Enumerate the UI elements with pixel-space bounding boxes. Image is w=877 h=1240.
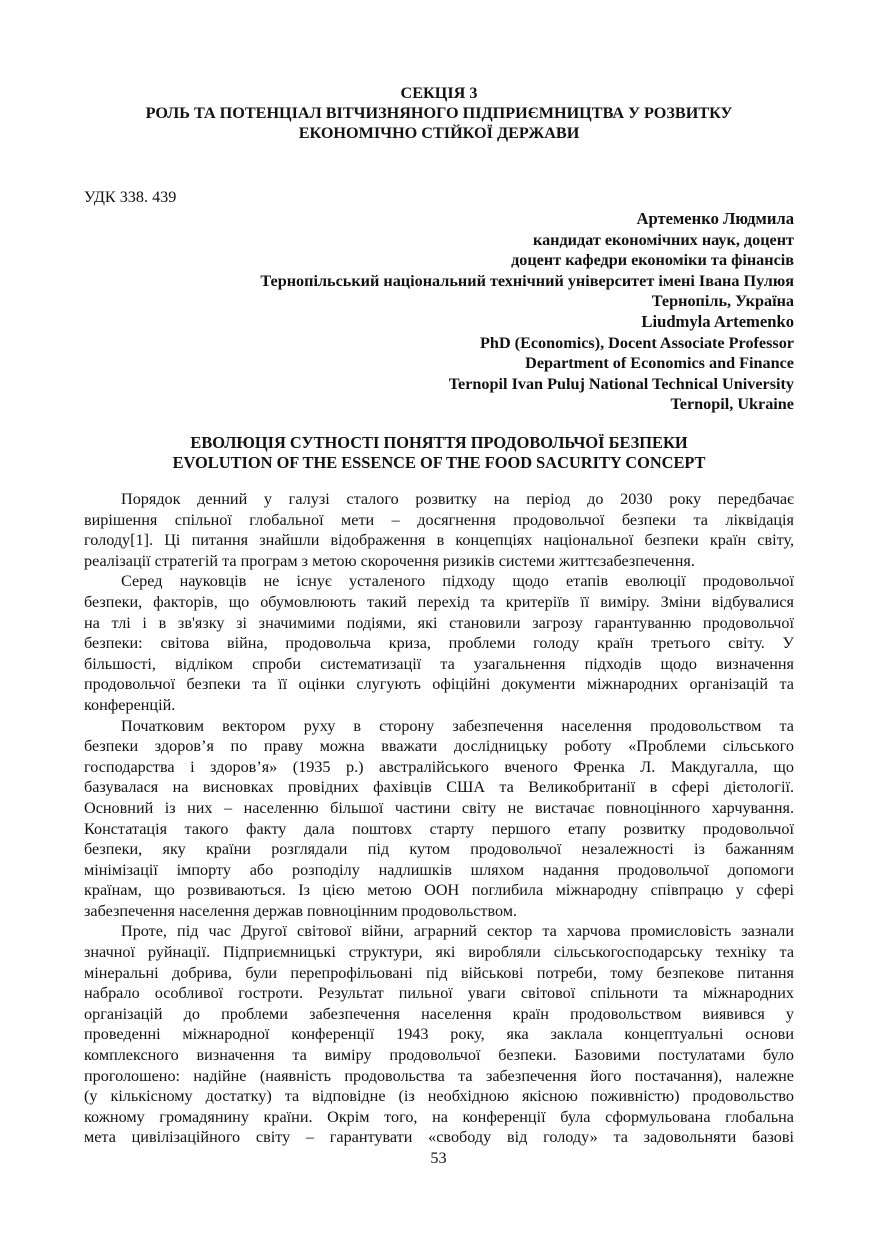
author-affiliation-line: Department of Economics and Finance: [525, 354, 794, 373]
body-line: забезпечення населення держав повноцінним продовольством.: [84, 901, 518, 920]
article-title: [84, 433, 794, 473]
body-line: на тлі і в зв'язку зі значимими подіями, які становили загрозу гарантуванню продовольчої: [84, 613, 794, 632]
body-line: господарства і здоров’я» (1935 р.) австралійського вченого Френка Л. Макдугалла, що: [84, 757, 794, 776]
body-paragraph: [84, 921, 794, 1148]
page-number: 53: [430, 1149, 447, 1167]
body-line: мінімізації імпорту або розподілу надлишків шляхом надання продовольчої допомоги: [84, 860, 794, 879]
body-line: країнам, що розвиваються. Із цією метою ООН поглибила міжнародну співпрацю у сфері: [84, 881, 794, 900]
author-name-en: Liudmyla Artemenko: [641, 311, 794, 331]
body-line: мінеральні добрива, були перепрофільовані під військові потреби, тому безпекове питання: [84, 963, 794, 982]
author-affiliation-line: Ternopil, Ukraine: [670, 395, 794, 414]
body-line: набрало особливої гостроти. Результат пильної уваги світової спільноти та міжнародних: [84, 984, 794, 1003]
body-line: проведенні міжнародної конференції 1943 року, яка заклала концептуальні основи: [84, 1025, 794, 1044]
author-affiliation-line: Ternopil Ivan Puluj National Technical University: [448, 374, 794, 393]
body-paragraph: [84, 571, 794, 715]
body-line: вирішення спільної глобальної мети – досягнення продовольчої безпеки та ліквідація: [84, 510, 794, 529]
author-name-uk: Артеменко Людмила: [636, 209, 794, 228]
body-line: продовольчої безпеки та її оцінки слугують офіційні документи міжнародних організацій та: [84, 675, 794, 694]
body-paragraph: [84, 716, 794, 922]
body-line: Початковим вектором руху в сторону забезпечення населення продовольством та: [121, 716, 794, 735]
body-line: більшості, відліком спроби систематизації та узагальнення підходів щодо визначення: [84, 654, 794, 673]
body-line: значної руйнації. Підприємницькі структури, які виробляли сільськогосподарську техніку та: [84, 943, 794, 962]
article-title-en: EVOLUTION OF THE ESSENCE OF THE FOOD SACURITY CONCEPT: [172, 453, 706, 472]
article-body: [84, 489, 794, 1148]
author-block: [94, 209, 794, 415]
body-line: безпеки, факторів, що обумовлюють такий перехід та критеріїв її виміру. Зміни відбувалися: [84, 592, 794, 611]
body-line: мета цивілізаційного світу – гарантувати «свободу від голоду» та задовольняти базові: [84, 1128, 794, 1147]
body-line: голоду[1]. Ці питання знайшли відображення в концепціях національної безпеки країн світу,: [84, 531, 794, 550]
author-affiliation-line: Тернопіль, Україна: [651, 292, 794, 311]
body-line: Серед науковців не існує усталеного підходу щодо етапів еволюції продовольчої: [121, 572, 794, 591]
author-affiliation-line: PhD (Economics), Docent Associate Professor: [480, 333, 794, 352]
body-line: Основний із них – населенню більшої частини світу не вистачає повноцінного харчування.: [84, 798, 794, 817]
section-header-line: ЕКОНОМІЧНО СТІЙКОЇ ДЕРЖАВИ: [298, 124, 580, 142]
body-line: кожному громадянину країни. Окрім того, на конференції була сформульована глобальна: [84, 1107, 794, 1126]
author-affiliation-line: кандидат економічних наук, доцент: [532, 230, 794, 249]
body-line: безпеки: світова війна, продовольча криза, проблеми голоду країн третього світу. У: [84, 634, 794, 653]
body-line: Проте, під час Другої світової війни, аграрний сектор та харчова промисловість зазнали: [121, 922, 794, 941]
body-line: Констатація такого факту дала поштовх старту першого етапу розвитку продовольчої: [84, 819, 794, 838]
section-header-line: РОЛЬ ТА ПОТЕНЦІАЛ ВІТЧИЗНЯНОГО ПІДПРИЄМНИЦТВА У РОЗВИТКУ: [145, 104, 733, 122]
body-paragraph: [84, 489, 794, 571]
body-line: базувалася на висновках провідних фахівців США та Великобританії в сфері дієтології.: [84, 778, 794, 797]
body-line: проголошено: надійне (наявність продовольства та забезпечення його постачання), належне: [84, 1066, 794, 1085]
body-line: безпеки здоров’я по праву можна вважати дослідницьку роботу «Проблеми сільського: [84, 737, 794, 756]
article-title-uk: ЕВОЛЮЦІЯ СУТНОСТІ ПОНЯТТЯ ПРОДОВОЛЬЧОЇ БЕЗПЕКИ: [190, 433, 688, 452]
udk-code: УДК 338. 439: [84, 188, 177, 206]
body-line: комплексного визначення та виміру продовольчої безпеки. Базовими постулатами було: [84, 1046, 794, 1065]
section-header-line: СЕКЦІЯ 3: [400, 84, 478, 102]
body-line: організацій до проблеми забезпечення населення країн продовольством виявився у: [84, 1004, 794, 1023]
body-line: безпеки, яку країни розглядали під кутом продовольчої незалежності із бажанням: [84, 840, 794, 859]
body-line: (у кількісному достатку) та відповідне (із необхідною якісною поживністю) продовольство: [84, 1087, 794, 1106]
body-line: реалізації стратегій та програм з метою скорочення ризиків системи життєзабезпечення.: [84, 551, 695, 570]
author-affiliation-line: доцент кафедри економіки та фінансів: [511, 251, 794, 270]
author-affiliation-line: Тернопільський національний технічний університет імені Івана Пулюя: [260, 271, 794, 290]
section-header: [84, 83, 794, 143]
body-line: конференцій.: [84, 695, 176, 714]
body-line: Порядок денний у галузі сталого розвитку на період до 2030 року передбачає: [121, 490, 794, 508]
